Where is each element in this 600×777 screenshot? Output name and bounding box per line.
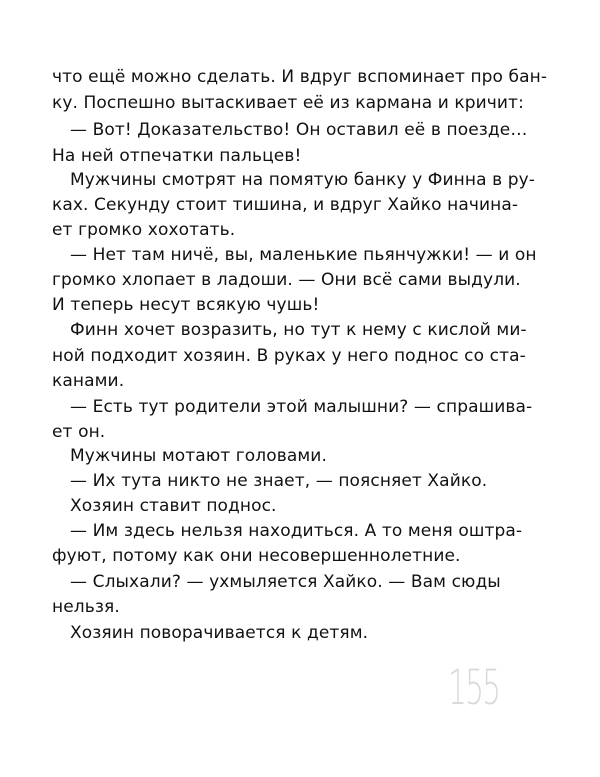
text-line: Финн хочет возразить, но тут к нему с кислой ми- xyxy=(70,320,527,340)
text-line: Хозяин ставит поднос. xyxy=(70,496,277,516)
text-line: — Нет там ничё, вы, маленькие пьянчужки! — и он xyxy=(70,245,537,265)
text-line: Хозяин поворачивается к детям. xyxy=(70,623,369,643)
text-line: На ней отпечатки пальцев! xyxy=(52,146,302,166)
text-line: канами. xyxy=(52,371,125,391)
text-line: — Есть тут родители этой малышни? — спрашива- xyxy=(70,397,533,417)
text-line: Мужчины смотрят на помятую банку у Финна в ру- xyxy=(70,170,536,190)
text-line: ет громко хохотать. xyxy=(52,220,236,240)
text-line: ку. Поспешно вытаскивает её из кармана и кричит: xyxy=(52,93,524,113)
text-line: что ещё можно сделать. И вдруг вспоминает про бан- xyxy=(52,67,548,87)
text-line: — Слыхали? — ухмыляется Хайко. — Вам сюды xyxy=(70,572,501,592)
text-line: — Им здесь нельзя находиться. А то меня оштра- xyxy=(70,521,523,541)
text-line: громко хлопает в ладоши. — Они всё сами выдули. xyxy=(52,270,521,290)
text-line: Мужчины мотают головами. xyxy=(70,446,327,466)
page-number: 155 xyxy=(448,660,500,716)
text-line: ках. Секунду стоит тишина, и вдруг Хайко начина- xyxy=(52,195,519,215)
text-line: — Их тута никто не знает, — поясняет Хайко. xyxy=(70,471,488,491)
text-line: ной подходит хозяин. В руках у него поднос со ста- xyxy=(52,346,526,366)
text-line: — Вот! Доказательство! Он оставил её в поезде… xyxy=(70,120,528,140)
text-line: ет он. xyxy=(52,422,106,442)
text-line: нельзя. xyxy=(52,597,120,617)
text-line: И теперь несут всякую чушь! xyxy=(52,295,320,315)
text-line: фуют, потому как они несовершеннолетние. xyxy=(52,546,461,566)
